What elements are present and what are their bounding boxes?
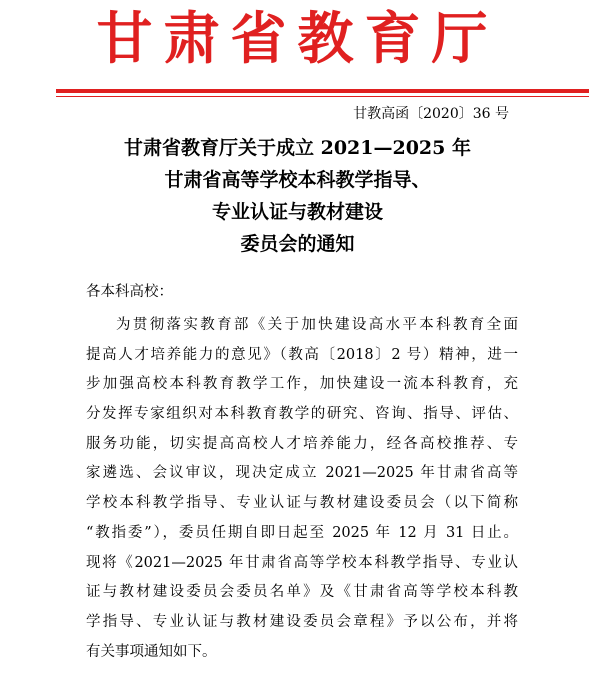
body-line: 有关事项通知如下。 [86,643,217,660]
red-divider-thick [56,89,589,93]
document-title [0,132,595,260]
title-line: 专业认证与教材建设 [211,201,383,223]
document-number: 甘教高函〔2020〕36 号 [353,106,509,122]
title-line: 委员会的通知 [240,233,355,255]
body-line: 提高人才培养能力的意见》（教高〔2018〕2 号）精神，进一 [86,346,518,363]
body-line: 家遴选、会议审议，现决定成立 2021—2025 年甘肃省高等 [86,465,518,482]
body-line: 学指导、专业认证与教材建设委员会章程》予以公布，并将 [86,613,518,630]
agency-header: 甘肃省教育厅 [96,7,499,72]
body-line: “教指委”），委员任期自即日起至 2025 年 12 月 31 日止。 [86,524,518,541]
body-line: 服务功能，切实提高高校人才培养能力，经各高校推荐、专 [86,435,518,452]
body-text [86,311,518,667]
body-line: 证与教材建设委员会委员名单》及《甘肃省高等学校本科教 [86,584,518,601]
salutation: 各本科高校： [86,284,173,300]
red-divider-thin [56,96,589,97]
body-line: 学校本科教学指导、专业认证与教材建设委员会（以下简称 [86,495,518,512]
title-line: 甘肃省高等学校本科教学指导、 [164,169,431,191]
body-line: 为贯彻落实教育部《关于加快建设高水平本科教育全面 [116,317,518,333]
body-line: 步加强高校本科教育教学工作，加快建设一流本科教育，充 [86,376,518,393]
body-line: 分发挥专家组织对本科教育教学的研究、咨询、指导、评估、 [86,406,518,423]
body-line: 现将《2021—2025 年甘肃省高等学校本科教学指导、专业认 [86,554,518,571]
title-line: 甘肃省教育厅关于成立 2021—2025 年 [124,137,471,159]
